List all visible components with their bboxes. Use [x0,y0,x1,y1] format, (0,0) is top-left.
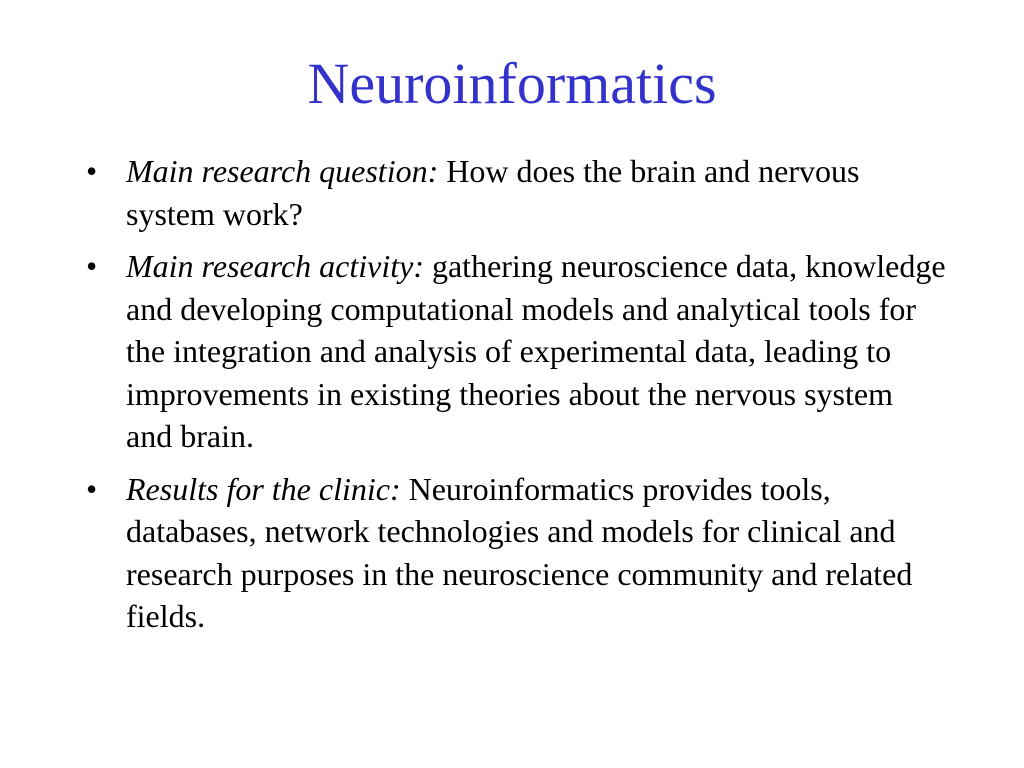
bullet-list [86,150,946,648]
bullet-label: Main research question: [126,153,439,189]
bullet-item-clinic-results [86,468,946,638]
bullet-icon: • [86,248,98,284]
bullet-text: gathering neuroscience data, knowledge and developing computational models and analytical tools for the integration and analysis of experimental data, leading to improvements in existing theories about the nervous system and brain. [126,248,946,454]
bullet-text: How does the brain and nervous system work? [126,153,860,232]
bullet-label: Main research activity: [126,248,424,284]
bullet-item-research-activity [86,245,946,458]
bullet-icon: • [86,153,98,189]
bullet-icon: • [86,470,98,507]
slide-title: Neuroinformatics [307,51,717,116]
bullet-item-research-question [86,150,946,235]
bullet-text: Neuroinformatics provides tools, databases, network technologies and models for clinical and research purposes in the neuroscience community and related fields. [126,470,913,634]
bullet-label: Results for the clinic: [126,470,401,507]
